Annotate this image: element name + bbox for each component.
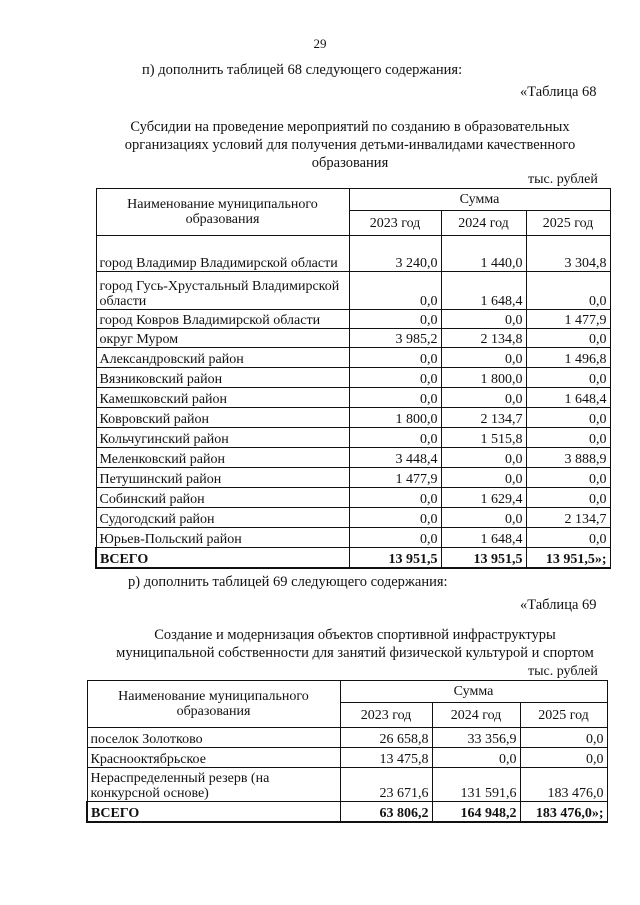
value-2023: 0,0 xyxy=(349,488,441,508)
table-69-header-year: 2024 год xyxy=(432,703,520,728)
table-69-title-line: муниципальной собственности для занятий физической культурой и спортом xyxy=(116,645,594,661)
section-p-intro: п) дополнить таблицей 68 следующего содержания: xyxy=(142,62,463,78)
table-69-title xyxy=(65,626,640,662)
value-2025: 0,0 xyxy=(526,329,610,348)
total-2024: 164 948,2 xyxy=(432,802,520,822)
value-2024: 2 134,7 xyxy=(441,408,526,428)
total-2023: 13 951,5 xyxy=(349,548,441,568)
municipality-name: поселок Золотково xyxy=(87,728,340,748)
value-2023: 0,0 xyxy=(349,528,441,548)
value-2024: 33 356,9 xyxy=(432,728,520,748)
value-2023: 0,0 xyxy=(349,310,441,329)
value-2023: 26 658,8 xyxy=(340,728,432,748)
table-69-header-name: Наименование муниципального образования xyxy=(87,681,340,728)
municipality-name: Камешковский район xyxy=(96,388,349,408)
total-row xyxy=(87,802,607,822)
table-68-row xyxy=(96,468,610,488)
value-2023: 3 448,4 xyxy=(349,448,441,468)
table-69-header-sum: Сумма xyxy=(340,681,607,703)
value-2025: 1 496,8 xyxy=(526,348,610,368)
table-68-row xyxy=(96,236,610,272)
value-2024: 1 648,4 xyxy=(441,528,526,548)
municipality-name: Ковровский район xyxy=(96,408,349,428)
page-number: 29 xyxy=(313,36,327,51)
value-2023: 0,0 xyxy=(349,272,441,310)
table-68-title-line: образования xyxy=(311,155,389,171)
table-68-title-line: Субсидии на проведение мероприятий по созданию в образовательных xyxy=(130,119,570,135)
table-69-label: «Таблица 69 xyxy=(520,597,597,613)
value-2025: 0,0 xyxy=(526,368,610,388)
table-68-row xyxy=(96,348,610,368)
value-2023: 0,0 xyxy=(349,508,441,528)
table-69-unit: тыс. рублей xyxy=(528,664,598,679)
value-2024: 131 591,6 xyxy=(432,768,520,802)
value-2025: 1 477,9 xyxy=(526,310,610,329)
value-2024: 2 134,8 xyxy=(441,329,526,348)
value-2023: 3 985,2 xyxy=(349,329,441,348)
table-68-row xyxy=(96,368,610,388)
municipality-name: город Гусь-Хрустальный Владимирской области xyxy=(96,272,349,310)
value-2024: 1 800,0 xyxy=(441,368,526,388)
value-2024: 0,0 xyxy=(441,448,526,468)
value-2024: 1 440,0 xyxy=(441,236,526,272)
value-2023: 3 240,0 xyxy=(349,236,441,272)
municipality-name: Краснооктябрьское xyxy=(87,748,340,768)
value-2024: 0,0 xyxy=(441,310,526,329)
value-2024: 0,0 xyxy=(441,388,526,408)
total-label: ВСЕГО xyxy=(96,548,349,568)
value-2023: 0,0 xyxy=(349,388,441,408)
table-68-unit: тыс. рублей xyxy=(528,172,598,187)
value-2023: 23 671,6 xyxy=(340,768,432,802)
value-2023: 0,0 xyxy=(349,348,441,368)
total-2023: 63 806,2 xyxy=(340,802,432,822)
table-69-header-year: 2025 год xyxy=(520,703,607,728)
table-69 xyxy=(86,680,608,823)
value-2025: 0,0 xyxy=(526,408,610,428)
table-69-title-line: Создание и модернизация объектов спортивной инфраструктуры xyxy=(154,627,556,643)
municipality-name: Судогодский район xyxy=(96,508,349,528)
municipality-name: Кольчугинский район xyxy=(96,428,349,448)
municipality-name: город Владимир Владимирской области xyxy=(96,236,349,272)
municipality-name: Вязниковский район xyxy=(96,368,349,388)
table-68-title xyxy=(70,118,630,172)
value-2025: 0,0 xyxy=(526,468,610,488)
value-2024: 0,0 xyxy=(432,748,520,768)
municipality-name: округ Муром xyxy=(96,329,349,348)
total-2024: 13 951,5 xyxy=(441,548,526,568)
value-2025: 0,0 xyxy=(526,528,610,548)
municipality-name: город Ковров Владимирской области xyxy=(96,310,349,329)
table-69-row xyxy=(87,768,607,802)
value-2025: 2 134,7 xyxy=(526,508,610,528)
municipality-name: Петушинский район xyxy=(96,468,349,488)
table-68-label: «Таблица 68 xyxy=(520,84,597,100)
section-r-intro: р) дополнить таблицей 69 следующего содержания: xyxy=(128,574,448,590)
table-68-row xyxy=(96,329,610,348)
value-2024: 1 515,8 xyxy=(441,428,526,448)
table-68-row xyxy=(96,272,610,310)
table-68-header-year: 2024 год xyxy=(441,211,526,236)
value-2025: 0,0 xyxy=(526,428,610,448)
table-69-row xyxy=(87,728,607,748)
total-row xyxy=(96,548,610,568)
value-2024: 0,0 xyxy=(441,508,526,528)
value-2024: 0,0 xyxy=(441,348,526,368)
value-2023: 1 477,9 xyxy=(349,468,441,488)
value-2025: 0,0 xyxy=(526,272,610,310)
table-68-title-line: организациях условий для получения детьми-инвалидами качественного xyxy=(124,137,576,153)
table-68-row xyxy=(96,448,610,468)
value-2025: 0,0 xyxy=(520,728,607,748)
table-68-row xyxy=(96,408,610,428)
value-2024: 1 648,4 xyxy=(441,272,526,310)
value-2025: 3 888,9 xyxy=(526,448,610,468)
total-2025: 13 951,5»; xyxy=(526,548,610,568)
table-68 xyxy=(95,188,611,569)
table-68-header-sum: Сумма xyxy=(349,189,610,211)
table-68-header-year: 2025 год xyxy=(526,211,610,236)
table-68-row xyxy=(96,310,610,329)
municipality-name: Александровский район xyxy=(96,348,349,368)
municipality-name: Юрьев-Польский район xyxy=(96,528,349,548)
value-2025: 0,0 xyxy=(526,488,610,508)
table-68-row xyxy=(96,508,610,528)
value-2023: 0,0 xyxy=(349,428,441,448)
value-2025: 1 648,4 xyxy=(526,388,610,408)
value-2025: 0,0 xyxy=(520,748,607,768)
table-69-header-year: 2023 год xyxy=(340,703,432,728)
table-68-row xyxy=(96,388,610,408)
municipality-name: Собинский район xyxy=(96,488,349,508)
table-68-row xyxy=(96,428,610,448)
value-2025: 3 304,8 xyxy=(526,236,610,272)
table-68-header-name: Наименование муниципального образования xyxy=(96,189,349,236)
value-2023: 1 800,0 xyxy=(349,408,441,428)
value-2023: 0,0 xyxy=(349,368,441,388)
total-2025: 183 476,0»; xyxy=(520,802,607,822)
table-68-header-year: 2023 год xyxy=(349,211,441,236)
municipality-name: Меленковский район xyxy=(96,448,349,468)
value-2024: 1 629,4 xyxy=(441,488,526,508)
value-2025: 183 476,0 xyxy=(520,768,607,802)
value-2024: 0,0 xyxy=(441,468,526,488)
municipality-name: Нераспределенный резерв (на конкурсной основе) xyxy=(87,768,340,802)
table-68-row xyxy=(96,528,610,548)
table-68-row xyxy=(96,488,610,508)
table-69-row xyxy=(87,748,607,768)
value-2023: 13 475,8 xyxy=(340,748,432,768)
total-label: ВСЕГО xyxy=(87,802,340,822)
